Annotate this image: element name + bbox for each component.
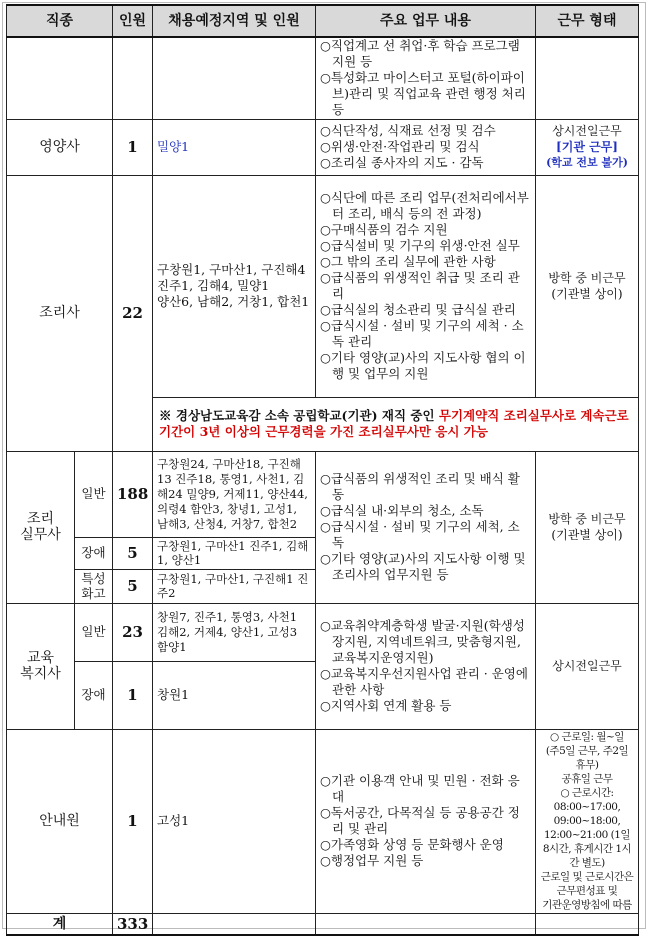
region-nutritionist: 밀양1 <box>153 119 316 175</box>
table-row-cook <box>7 175 639 397</box>
text-line: (주5일 근무, 주2일 휴무) <box>545 745 629 771</box>
table-row-welfare-general <box>7 603 639 661</box>
duty-item: ○기관 이용객 안내 및 민원 · 전화 응대 <box>320 773 520 804</box>
work-type-guide <box>536 729 639 913</box>
duty-item: ○교육복지우선지원사업 관리 · 운영에 관한 사항 <box>320 666 528 697</box>
job-nutritionist: 영양사 <box>7 119 113 175</box>
duty-item: ○급식설비 및 기구의 위생·안전 실무 <box>320 238 520 253</box>
region-cook-assistant-general: 구창원24, 구마산18, 구진해13 진주18, 통영1, 사천1, 김해24 밀양9, 거제11, 양산44, 의령4 함안3, 창녕1, 고성1, 남해3, 산청4, 거창7, 합천2 <box>153 451 316 537</box>
header-count: 인원 <box>113 5 153 37</box>
label-welfare-disabled: 장애 <box>75 661 113 729</box>
table-row-guide <box>7 729 639 913</box>
duties-nutritionist <box>316 119 536 175</box>
label-general: 일반 <box>75 451 113 537</box>
duty-item: ○직업계고 선 취업·후 학습 프로그램 지원 등 <box>320 38 520 69</box>
text-line: 방학 중 비근무 <box>548 271 626 285</box>
work-type-nutritionist: 상시전일근무 [기관 근무] (학교 전보 불가) <box>536 119 639 175</box>
text-line: 조리 <box>26 511 55 527</box>
duty-item: ○특성화고 마이스터고 포털(하이파이브)관리 및 직업교육 관련 행정 처리 등 <box>320 70 526 117</box>
duty-item: ○기타 영양(교)사의 지도사항 이행 및 조리사의 업무지원 등 <box>320 551 526 582</box>
text-line: ○ 근로일: 월~일 <box>550 731 624 743</box>
duty-item: ○급식시설 · 설비 및 기구의 세척 · 소독 관리 <box>320 318 524 349</box>
text-line: 방학 중 비근무 <box>548 512 626 526</box>
duty-item: ○행정업무 지원 등 <box>320 853 424 868</box>
count-cook-assistant-general: 188 <box>113 451 153 537</box>
work-type-cook <box>536 175 639 397</box>
prev-duties <box>316 37 536 119</box>
count-welfare-general: 23 <box>113 603 153 661</box>
cook-eligibility-note: ※ 경상남도교육감 소속 공립학교(기관) 재직 중인 무기계약직 조리실무사로 계속근로기간이 3년 이상의 근무경력을 가진 조리실무사만 응시 가능 <box>153 397 639 451</box>
duties-guide <box>316 729 536 913</box>
duty-item: ○급식시설 · 설비 및 기구의 세척, 소독 <box>320 519 520 550</box>
region-guide: 고성1 <box>153 729 316 913</box>
text-line: 화고 <box>81 586 106 601</box>
count-nutritionist: 1 <box>113 119 153 175</box>
table-row-cook-assistant-general <box>7 451 639 537</box>
duty-item: ○급식실 내·외부의 청소, 소독 <box>320 503 484 518</box>
work-note-no-transfer: (학교 전보 불가) <box>546 156 628 169</box>
header-job: 직종 <box>7 5 113 37</box>
duty-item: ○가족영화 상영 등 문화행사 운영 <box>320 837 504 852</box>
duty-item: ○교육취약계층학생 발굴·지원(학생성장지원, 지역네트워크, 맞춤형지원, 교육복지운영지원) <box>320 618 525 665</box>
region-cook-assistant-special: 구창원1, 구마산1, 구진해1 진주2 <box>153 569 316 603</box>
text-line: 근무편성표 및 <box>556 885 618 897</box>
duty-item: ○급식품의 위생적인 취급 및 조리 관리 <box>320 270 520 301</box>
count-guide: 1 <box>113 729 153 913</box>
job-welfare <box>7 603 75 729</box>
region-welfare-general: 창원7, 진주1, 통영3, 사천1 김해2, 거제4, 양산1, 고성3 함양1 <box>153 603 316 661</box>
header-work-type: 근무 형태 <box>536 5 639 37</box>
duty-item: ○기타 영양(교)사의 지도사항 협의 이행 및 업무의 지원 <box>320 350 526 381</box>
table-row-total <box>7 913 639 935</box>
table-row-nutritionist <box>7 119 639 175</box>
duty-item: ○위생·안전·작업관리 및 검식 <box>320 139 480 154</box>
table-row-continued <box>7 37 639 119</box>
region-cook-assistant-disabled: 구창원1, 구마산1 진주1, 김해1, 양산1 <box>153 537 316 569</box>
text-line: 공휴일 근무 <box>561 773 613 785</box>
duties-welfare <box>316 603 536 729</box>
total-count: 333 <box>113 913 153 935</box>
work-type-cook-assistant <box>536 451 639 603</box>
region-welfare-disabled: 창원1 <box>153 661 316 729</box>
count-cook-assistant-special: 5 <box>113 569 153 603</box>
recruitment-table <box>6 4 639 936</box>
work-type-welfare: 상시전일근무 <box>536 603 639 729</box>
work-note-agency: [기관 근무] <box>556 140 618 154</box>
text-line: 진주1, 김해4, 밀양1 <box>157 278 270 293</box>
duties-cook-assistant <box>316 451 536 603</box>
region-cook <box>153 175 316 397</box>
text-line: 구창원1, 구마산1, 구진해4 <box>157 262 306 277</box>
job-cook-assistant <box>7 451 75 603</box>
text-line: (기관별 상이) <box>551 528 623 542</box>
count-welfare-disabled: 1 <box>113 661 153 729</box>
count-cook: 22 <box>113 175 153 451</box>
text-line: (기관별 상이) <box>551 287 623 301</box>
duty-item: ○구매식품의 검수 지원 <box>320 222 448 237</box>
text-line: 교육 <box>26 650 55 666</box>
duty-item: ○급식품의 위생적인 조리 및 배식 활동 <box>320 471 520 502</box>
duty-item: ○독서공간, 다목적실 등 공용공간 정리 및 관리 <box>320 805 520 836</box>
text-line: 기관운영방침에 따름 <box>542 899 632 911</box>
duty-item: ○급식실의 청소관리 및 급식실 관리 <box>320 302 516 317</box>
text-line: 실무사 <box>20 527 61 543</box>
job-guide: 안내원 <box>7 729 113 913</box>
duties-cook <box>316 175 536 397</box>
duty-item: ○조리실 종사자의 지도 · 감독 <box>320 155 484 170</box>
duty-item: ○식단작성, 식재료 선정 및 검수 <box>320 123 496 138</box>
label-disabled: 장애 <box>75 537 113 569</box>
count-cook-assistant-disabled: 5 <box>113 537 153 569</box>
duty-item: ○그 밖의 조리 실무에 관한 사항 <box>320 254 496 269</box>
text-line: 양산6, 남해2, 거창1, 합천1 <box>157 294 310 309</box>
header-row <box>7 5 639 37</box>
total-label: 계 <box>7 913 113 935</box>
text-line: 특성 <box>81 571 106 586</box>
text-line: 복지사 <box>20 666 61 682</box>
header-region: 채용예정지역 및 인원 <box>153 5 316 37</box>
duty-item: ○식단에 따른 조리 업무(전처리에서부터 조리, 배식 등의 전 과정) <box>320 190 529 221</box>
job-cook: 조리사 <box>7 175 113 451</box>
header-duties: 주요 업무 내용 <box>316 5 536 37</box>
duty-item: ○지역사회 연계 활용 등 <box>320 698 452 713</box>
text-line: 근로일 및 근로시간은 <box>540 871 634 883</box>
text-line: ○ 근로시간: 08:00~17:00, 09:00~18:00, 12:00~21:00 (1일 8시간, 휴게시간 1시간 별도) <box>542 787 632 869</box>
label-special <box>75 569 113 603</box>
label-welfare-general: 일반 <box>75 603 113 661</box>
